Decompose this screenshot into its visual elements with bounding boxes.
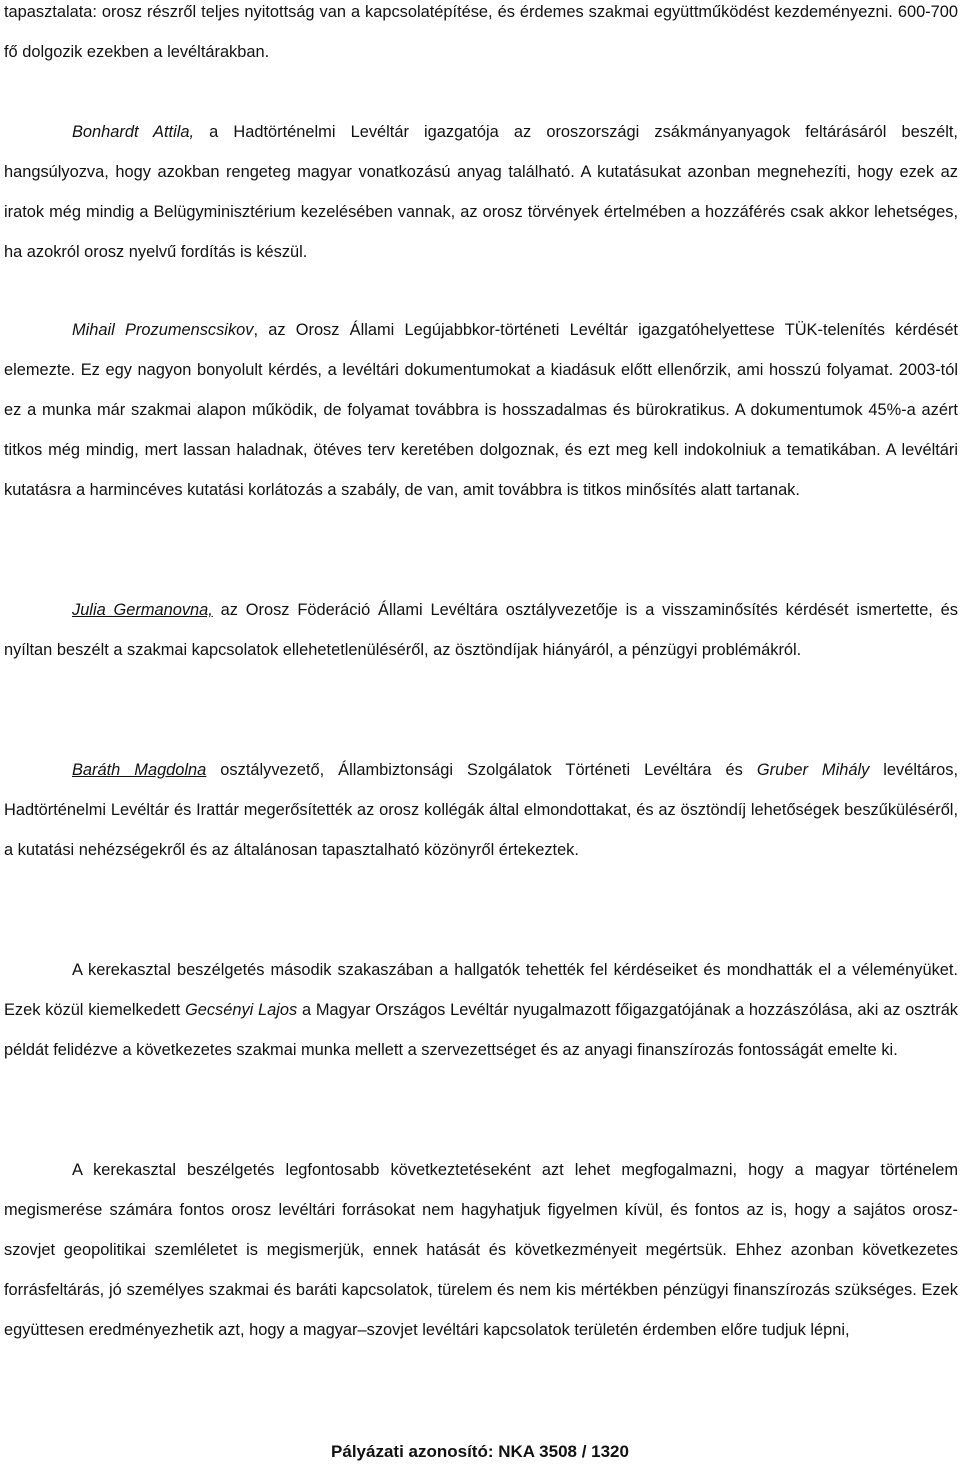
paragraph-1 xyxy=(4,0,958,72)
paragraph-3 xyxy=(4,310,958,510)
paragraph-6-text-b: a Magyar Országos Levéltár nyugalmazott főigazgatójának a hozzászólása, aki az osztrák példát felidézve a következetes szakmai munka mellett a szervezettséget és az anyagi finanszírozás fontosságát emelte ki. xyxy=(4,1001,959,1059)
person-name-prozumenscsikov: Mihail Prozumenscsikov xyxy=(72,321,254,339)
paragraph-1-text: tapasztalata: orosz részről teljes nyitottság van a kapcsolatépítése, és érdemes szakmai együttműködést kezdeményezni. 600-700 fő dolgozik ezekben a levéltárakban. xyxy=(4,3,958,61)
footer-project-id: Pályázati azonosító: NKA 3508 / 1320 xyxy=(331,1442,629,1461)
paragraph-4-text: az Orosz Föderáció Állami Levéltára osztályvezetője is a visszaminősítés kérdését ismertette, és nyíltan beszélt a szakmai kapcsolatok ellehetetlenüléséről, az ösztöndíjak hiányáról, a pénzügyi problémákról. xyxy=(4,601,958,659)
paragraph-2-text-b: A kutatásukat azonban megnehezíti, hogy ezek az iratok még mindig a Belügyminisztérium kezelésében vannak, az orosz törvények értelmében a hozzáférés csak akkor lehetséges, ha azokról orosz nyelvű fordítás is készül. xyxy=(4,163,958,261)
paragraph-6 xyxy=(4,950,958,1070)
person-name-barath: Baráth Magdolna xyxy=(72,761,207,779)
paragraph-7-text: A kerekasztal beszélgetés legfontosabb következtetéseként azt lehet megfogalmazni, hogy a magyar történelem megismerése számára fontos orosz levéltári forrásokat nem hagyhatjuk figyelmen kívül, és fontos az is, hogy a sajátos orosz-szovjet geopolitikai szemléletet is megismerjük, ennek hatását és következményeit megértsük. Ehhez azonban következetes forrásfeltárás, jó személyes szakmai és baráti kapcsolatok, türelem és nem kis mértékben pénzügyi finanszírozás szükséges. Ezek együttesen eredményezhetik azt, hogy a magyar–szovjet levéltári kapcsolatok területén érdemben előre tudjuk lépni, xyxy=(4,1161,958,1339)
paragraph-5 xyxy=(4,750,958,870)
paragraph-2-text-a: a Hadtörténelmi Levéltár igazgatója az oroszországi zsákmányanyagok feltárásáról beszélt, hangsúlyozva, hogy azokban rengeteg magyar vonatkozású anyag található. xyxy=(4,123,958,181)
paragraph-7 xyxy=(4,1150,958,1350)
page-footer xyxy=(0,1440,960,1464)
person-name-gecsenyi: Gecsényi Lajos xyxy=(184,1001,298,1019)
paragraph-5-text-b: levéltáros, Hadtörténelmi Levéltár és Irattár megerősítették az orosz kollégák által elmondottakat, és az ösztöndíj lehetőségek beszűküléséről, a kutatási nehézségekről és az általánosan tapasztalható közönyről értekeztek. xyxy=(4,761,958,859)
paragraph-2 xyxy=(4,112,958,272)
person-name-germanovna: Julia Germanovna, xyxy=(72,601,213,619)
paragraph-3-text: , az Orosz Állami Legújabbkor-történeti Levéltár igazgatóhelyettese TÜK-telenítés kérdését elemezte. Ez egy nagyon bonyolult kérdés, a levéltári dokumentumokat a kiadásuk előtt ellenőrzik, ami hosszú folyamat. 2003-tól ez a munka már szakmai alapon működik, de folyamat továbbra is hosszadalmas és bürokratikus. A dokumentumok 45%-a azért titkos még mindig, mert lassan haladnak, ötéves terv keretében dolgoznak, és ezt meg kell indokolniuk a tematikában. A levéltári kutatásra a harmincéves kutatási korlátozás a szabály, de van, amit továbbra is titkos minősítés alatt tartanak. xyxy=(4,321,958,499)
paragraph-6-text-a: A kerekasztal beszélgetés második szakaszában a hallgatók tehették fel kérdéseiket és mondhatták el a véleményüket. Ezek közül kiemelkedett xyxy=(4,961,958,1019)
paragraph-5-text-a: osztályvezető, Állambiztonsági Szolgálatok Történeti Levéltára és xyxy=(206,761,757,779)
person-name-bonhardt: Bonhardt Attila, xyxy=(72,123,195,141)
paragraph-4 xyxy=(4,590,958,670)
person-name-gruber: Gruber Mihály xyxy=(756,761,870,779)
